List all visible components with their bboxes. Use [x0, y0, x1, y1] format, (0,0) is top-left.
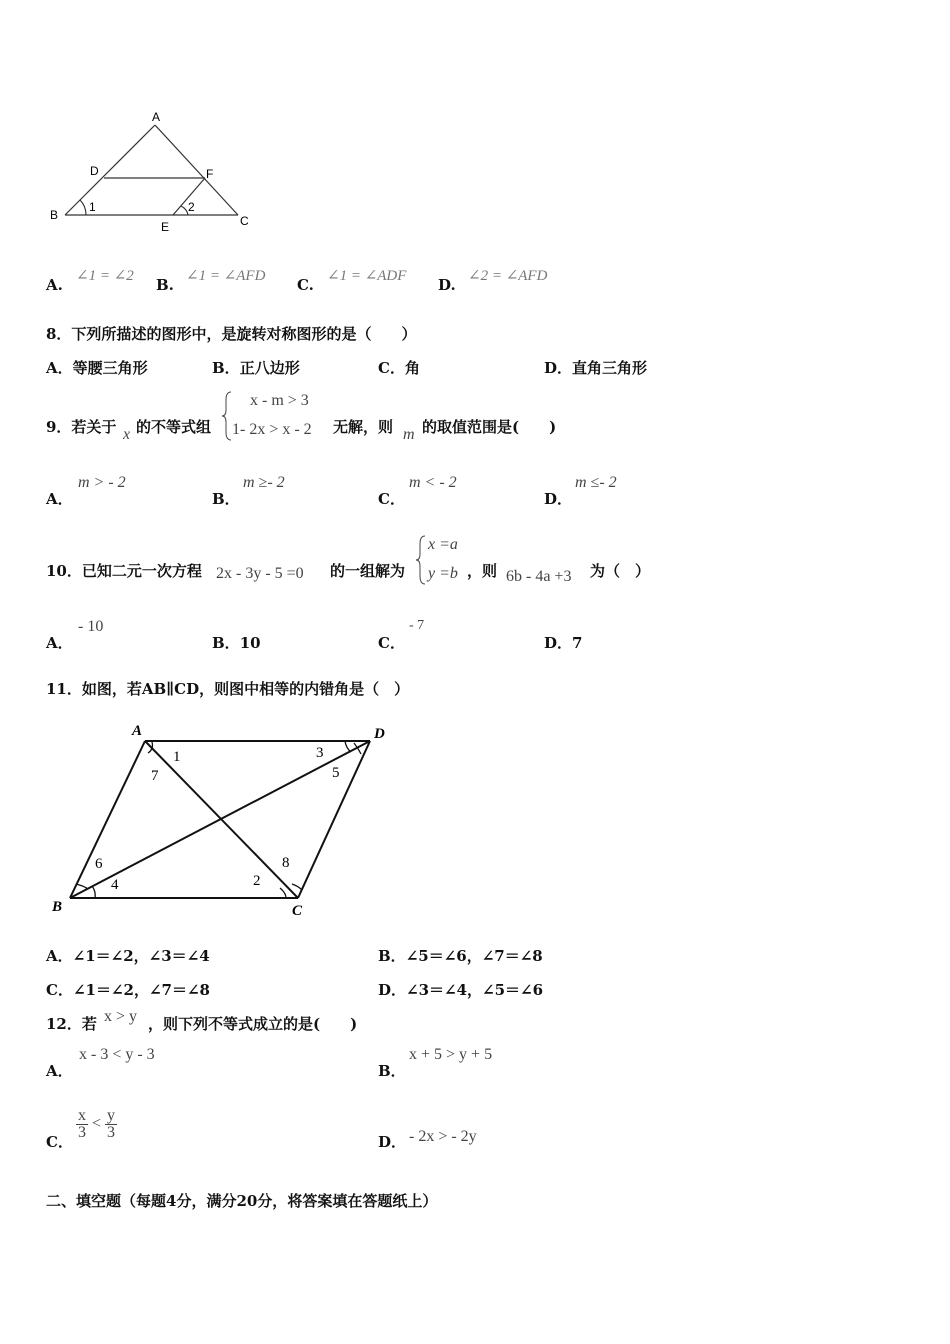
label-d: D — [90, 164, 99, 178]
q12-option-d-expr: - 2x > - 2y — [409, 1128, 477, 1145]
q12-option-a-expr: x - 3 < y - 3 — [79, 1046, 155, 1063]
angle-label-8: 8 — [282, 855, 290, 871]
label-a: A — [152, 110, 161, 124]
fraction-y-over-3: $\frac{y}{3}$ — [107, 1107, 116, 1141]
q10-option-d[interactable]: D．7 — [544, 634, 583, 652]
angle-label-6: 6 — [95, 856, 103, 872]
q12-option-a[interactable]: A． — [46, 1062, 73, 1080]
q10-system-line2: y =b — [428, 565, 458, 582]
q9-var-m: m — [403, 426, 415, 443]
q8-option-b[interactable]: B．正八边形 — [212, 359, 300, 377]
q9-option-d[interactable]: D． — [544, 490, 573, 508]
label-b: B — [50, 208, 59, 222]
parallelogram-figure — [40, 716, 400, 924]
angle-label-5: 5 — [332, 765, 340, 781]
option-letter: B. — [156, 276, 174, 294]
label-c: C — [240, 214, 249, 228]
q7-option-b-expr: ∠1 = ∠AFD — [186, 268, 266, 284]
q10-stem-mid: 的一组解为 — [330, 562, 406, 580]
q12-option-c[interactable]: C． — [46, 1133, 73, 1151]
q10-stem-pre: 10．已知二元一次方程 — [46, 562, 202, 580]
q10-option-a[interactable]: A． — [46, 634, 73, 652]
q12-option-d[interactable]: D． — [378, 1133, 407, 1151]
option-letter: D. — [438, 276, 456, 294]
label-e: E — [161, 220, 170, 234]
q9-system-line1: x - m > 3 — [250, 392, 309, 409]
q10-option-c-expr: - 7 — [409, 618, 425, 633]
label-1: 1 — [89, 200, 96, 214]
q10-option-b[interactable]: B．10 — [212, 634, 261, 652]
q8-stem: 8．下列所描述的图形中，是旋转对称图形的是（ ） — [46, 325, 417, 343]
q9-option-c-expr: m < - 2 — [409, 474, 457, 491]
q9-option-a[interactable]: A． — [46, 490, 73, 508]
q7-option-c[interactable] — [297, 276, 314, 294]
q9-option-b[interactable]: B． — [212, 490, 240, 508]
q9-option-c[interactable]: C． — [378, 490, 405, 508]
q7-option-a[interactable] — [46, 276, 63, 294]
triangle-figure — [40, 105, 270, 240]
q9-option-a-expr: m > - 2 — [78, 474, 126, 491]
label-b: B — [52, 899, 63, 915]
q12-stem-pre: 12．若 — [46, 1015, 97, 1033]
q11-option-d[interactable]: D．∠3＝∠4，∠5＝∠6 — [378, 981, 544, 999]
less-than-sign: < — [92, 1115, 102, 1133]
angle-label-2: 2 — [253, 873, 261, 889]
q9-stem-end: 的取值范围是( ) — [422, 418, 557, 436]
angle-label-7: 7 — [151, 768, 159, 784]
q10-system-line1: x =a — [428, 536, 458, 553]
option-letter: A. — [46, 276, 63, 294]
q9-stem-post: 无解，则 — [333, 418, 394, 436]
q9-option-b-expr: m ≥- 2 — [243, 474, 285, 491]
q7-option-c-expr: ∠1 = ∠ADF — [327, 268, 407, 284]
q10-stem-post: ，则 — [467, 562, 498, 580]
q7-option-b[interactable] — [156, 276, 174, 294]
q7-option-a-expr: ∠1 = ∠2 — [76, 268, 134, 284]
label-c: C — [292, 903, 303, 919]
q12-option-c-expr — [76, 1108, 117, 1141]
q12-option-b[interactable]: B． — [378, 1062, 406, 1080]
q12-option-b-expr: x + 5 > y + 5 — [409, 1046, 493, 1063]
q7-option-d-expr: ∠2 = ∠AFD — [468, 268, 548, 284]
label-d: D — [374, 726, 385, 742]
q11-option-c[interactable]: C．∠1＝∠2，∠7＝∠8 — [46, 981, 210, 999]
q11-option-b[interactable]: B．∠5＝∠6，∠7＝∠8 — [378, 947, 543, 965]
q8-option-d[interactable]: D．直角三角形 — [544, 359, 648, 377]
angle-label-3: 3 — [316, 745, 324, 761]
q10-stem-end: 为（ ） — [590, 562, 651, 580]
q9-stem-pre: 9．若关于 — [46, 418, 117, 436]
section-title: 二、填空题（每题4分，满分20分，将答案填在答题纸上） — [46, 1192, 438, 1210]
label-f: F — [206, 167, 214, 181]
q8-option-a[interactable]: A．等腰三角形 — [46, 359, 148, 377]
q9-stem-mid: 的不等式组 — [136, 418, 212, 436]
fraction-x-over-3: $\frac{x}{3}$ — [78, 1107, 86, 1141]
q9-system-line2: 1- 2x > x - 2 — [232, 421, 312, 438]
q7-option-d[interactable] — [438, 276, 456, 294]
label-2: 2 — [188, 200, 195, 214]
label-a: A — [132, 723, 143, 739]
q9-var-x: x — [123, 426, 131, 443]
q12-condition: x > y — [104, 1008, 138, 1025]
q10-expression: 6b - 4a +3 — [506, 568, 572, 585]
q12-stem-post: ，则下列不等式成立的是( ) — [148, 1015, 358, 1033]
angle-label-1: 1 — [173, 749, 181, 765]
q8-option-c[interactable]: C．角 — [378, 359, 420, 377]
q11-option-a[interactable]: A．∠1＝∠2，∠3＝∠4 — [46, 947, 210, 965]
q11-stem: 11．如图，若AB∥CD，则图中相等的内错角是（ ） — [46, 680, 410, 698]
angle-label-4: 4 — [111, 877, 119, 893]
q10-option-a-expr: - 10 — [78, 618, 104, 635]
option-letter: C. — [297, 276, 314, 294]
q10-equation: 2x - 3y - 5 =0 — [216, 565, 304, 582]
q10-option-c[interactable]: C． — [378, 634, 405, 652]
q9-option-d-expr: m ≤- 2 — [575, 474, 617, 491]
q10-brace-icon — [414, 534, 428, 586]
